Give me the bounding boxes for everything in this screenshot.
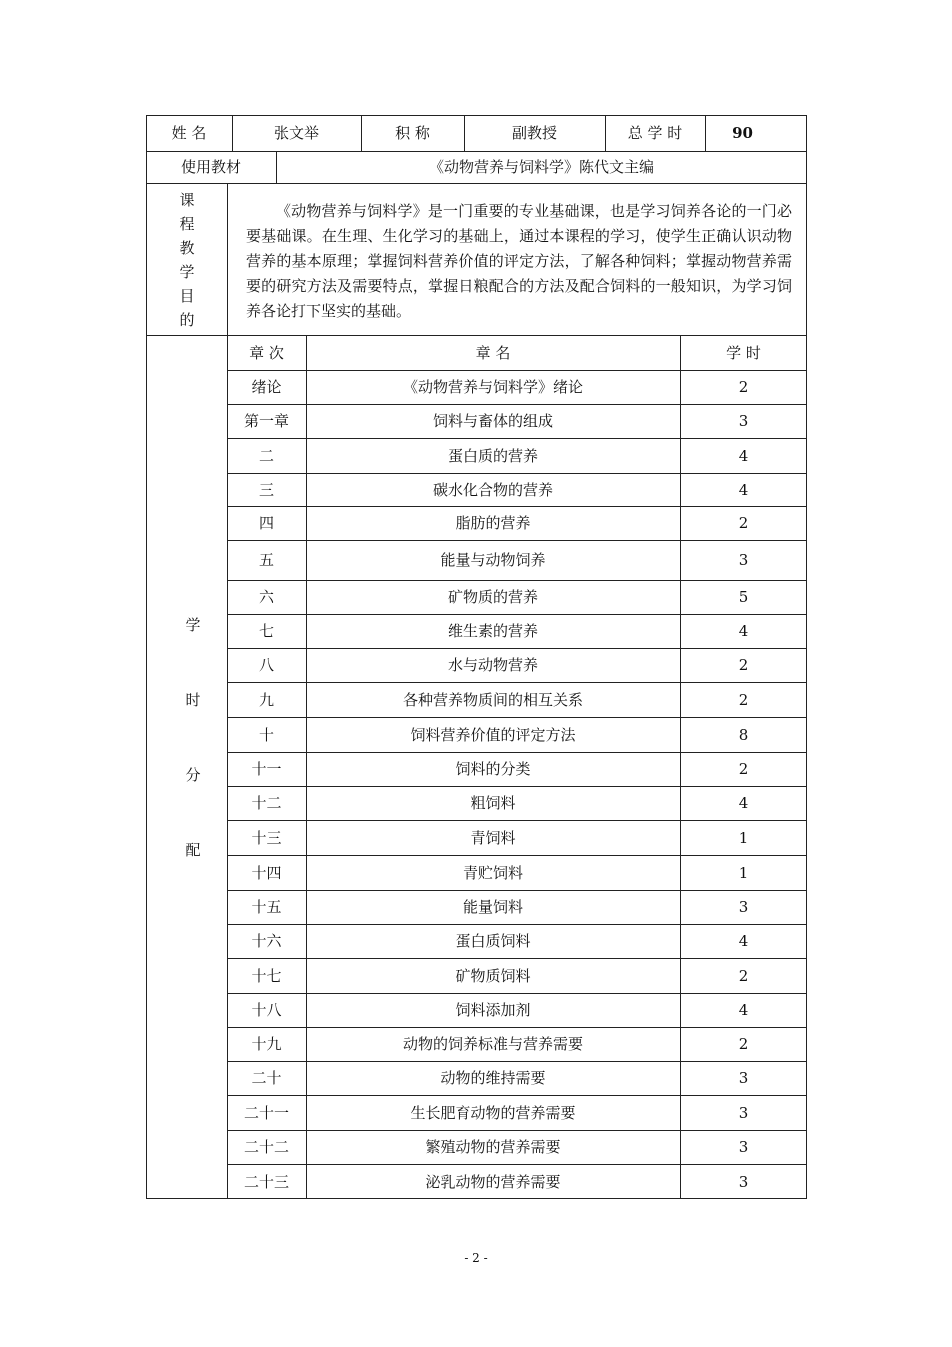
hours-cell: 3	[738, 898, 749, 916]
divider	[227, 1164, 807, 1165]
chapter-name-cell: 蛋白质的营养	[447, 446, 538, 465]
chapter-cell: 十九	[251, 1035, 282, 1053]
divider	[227, 473, 807, 474]
chapter-name-cell: 青贮饲料	[462, 863, 523, 882]
hours-cell: 3	[738, 1103, 749, 1122]
hours-cell: 2	[738, 760, 749, 778]
chapter-cell: 十八	[251, 1001, 282, 1019]
divider	[227, 506, 807, 507]
chapter-cell: 绪论	[251, 378, 282, 396]
chapter-name-cell: 动物的维持需要	[440, 1069, 546, 1087]
hours-cell: 3	[738, 1172, 749, 1191]
chapter-cell: 十二	[251, 794, 282, 812]
purpose-label-char: 课	[179, 191, 195, 209]
chapter-name-cell: 《动物营养与饲料学》绪论	[402, 378, 583, 396]
total-hours-label: 总 学 时	[627, 124, 683, 142]
chapter-name-cell: 饲料营养价值的评定方法	[410, 725, 576, 744]
chapter-cell: 第一章	[243, 412, 289, 430]
chapter-name-cell: 生长肥育动物的营养需要	[410, 1103, 576, 1122]
textbook-label: 使用教材	[180, 158, 241, 176]
divider	[146, 183, 807, 184]
hours-cell: 3	[738, 1069, 749, 1087]
divider	[227, 1095, 807, 1096]
divider	[227, 958, 807, 959]
divider	[227, 820, 807, 821]
divider	[227, 890, 807, 891]
purpose-label-char: 程	[179, 215, 195, 233]
chapter-cell: 二十	[251, 1069, 282, 1087]
chapter-name-cell: 饲料的分类	[455, 760, 531, 778]
chapter-cell: 九	[258, 690, 274, 709]
divider	[227, 648, 807, 649]
chapter-cell: 十五	[251, 898, 282, 916]
divider	[227, 1027, 807, 1028]
chapter-cell: 四	[258, 514, 274, 532]
hours-cell: 4	[738, 446, 749, 465]
hours-cell: 4	[738, 480, 749, 499]
chapter-cell: 五	[258, 551, 274, 569]
chapter-cell: 七	[258, 622, 274, 640]
chapter-name-cell: 碳水化合物的营养	[432, 480, 553, 499]
hours-cell: 4	[738, 1001, 749, 1019]
chapter-cell: 二十三	[243, 1172, 289, 1191]
chapter-cell: 二十二	[243, 1138, 289, 1156]
chapter-cell: 十	[258, 725, 274, 744]
schedule-label-char: 分	[185, 766, 201, 784]
purpose-label-char: 教	[179, 239, 195, 257]
hours-cell: 2	[738, 378, 749, 396]
purpose-text: 《动物营养与饲料学》是一门重要的专业基础课，也是学习饲养各论的一门必要基础课。在生理、生化学习的基础上，通过本课程的学习，使学生正确认识动物营养的基本原理；掌握饲料营养价值的评定方法，了解各种饲料；掌握动物营养需要的研究方法及需要特点，掌握日粮配合的方法及配合饲料的一般知识，为学习饲养各论打下坚实的基础。	[246, 202, 792, 320]
schedule-label-char: 配	[185, 841, 201, 859]
title-label: 积 称	[395, 124, 430, 142]
chapter-name-cell: 维生素的营养	[447, 622, 538, 640]
chapter-name-cell: 矿物质的营养	[447, 588, 538, 606]
divider	[227, 370, 807, 371]
hours-cell: 1	[738, 863, 749, 882]
schedule-label-char: 学	[185, 616, 201, 634]
chapter-name-cell: 泌乳动物的营养需要	[425, 1172, 561, 1191]
hours-cell: 2	[738, 656, 749, 674]
chapter-cell: 二	[258, 446, 274, 465]
divider	[227, 1061, 807, 1062]
chapter-name-cell: 繁殖动物的营养需要	[425, 1138, 561, 1156]
name-value: 张文举	[273, 124, 319, 142]
chapter-cell: 三	[258, 480, 274, 499]
name-label: 姓 名	[171, 124, 207, 142]
chapter-cell: 二十一	[243, 1103, 289, 1122]
hours-cell: 3	[738, 551, 749, 569]
hours-cell: 2	[738, 966, 749, 985]
hours-cell: 2	[738, 1035, 749, 1053]
divider	[227, 855, 807, 856]
chapter-name-cell: 各种营养物质间的相互关系	[402, 690, 583, 709]
divider	[146, 335, 807, 336]
col-hours-header: 学 时	[726, 344, 761, 362]
page-number: - 2 -	[464, 1251, 488, 1265]
col-name-header: 章 名	[475, 344, 511, 362]
purpose-label-char: 的	[179, 311, 195, 329]
purpose-label-char: 目	[179, 287, 195, 305]
divider	[227, 404, 807, 405]
hours-cell: 8	[738, 725, 749, 744]
chapter-cell: 十七	[251, 966, 282, 985]
schedule-label	[181, 588, 205, 888]
chapter-cell: 十四	[251, 863, 282, 882]
hours-cell: 5	[738, 588, 749, 606]
purpose-label-char: 学	[179, 263, 195, 281]
hours-cell: 3	[738, 1138, 749, 1156]
hours-cell: 2	[738, 514, 749, 532]
divider	[227, 540, 807, 541]
chapter-name-cell: 饲料与畜体的组成	[432, 412, 553, 430]
divider	[227, 786, 807, 787]
chapter-name-cell: 能量饲料	[462, 898, 523, 916]
col-chapter-header: 章 次	[249, 344, 284, 362]
divider	[227, 717, 807, 718]
chapter-name-cell: 能量与动物饲养	[440, 551, 546, 569]
hours-cell: 3	[738, 412, 749, 430]
hours-cell: 1	[738, 828, 749, 847]
hours-cell: 2	[738, 690, 749, 709]
divider	[227, 682, 807, 683]
hours-cell: 4	[738, 794, 749, 812]
divider	[227, 580, 807, 581]
chapter-cell: 六	[258, 588, 274, 606]
chapter-name-cell: 矿物质饲料	[455, 966, 531, 985]
divider	[146, 151, 807, 152]
title-value: 副教授	[511, 124, 557, 142]
chapter-cell: 八	[258, 656, 274, 674]
divider	[227, 438, 807, 439]
chapter-name-cell: 蛋白质饲料	[455, 932, 531, 950]
chapter-cell: 十三	[251, 828, 282, 847]
chapter-cell: 十六	[251, 932, 282, 950]
divider	[227, 1130, 807, 1131]
chapter-name-cell: 动物的饲养标准与营养需要	[402, 1035, 583, 1053]
chapter-name-cell: 水与动物营养	[447, 656, 538, 674]
schedule-label-char: 时	[185, 691, 201, 709]
divider	[227, 924, 807, 925]
divider	[227, 752, 807, 753]
chapter-name-cell: 脂肪的营养	[455, 514, 531, 532]
chapter-name-cell: 粗饲料	[470, 794, 516, 812]
hours-cell: 4	[738, 622, 749, 640]
chapter-cell: 十一	[251, 760, 282, 778]
purpose-label	[175, 188, 199, 332]
chapter-name-cell: 青饲料	[470, 828, 516, 847]
chapter-name-cell: 饲料添加剂	[455, 1001, 531, 1019]
divider	[227, 993, 807, 994]
total-hours-value: 90	[732, 124, 753, 142]
hours-cell: 4	[738, 932, 749, 950]
textbook-value: 《动物营养与饲料学》陈代文主编	[428, 158, 654, 176]
divider	[227, 614, 807, 615]
